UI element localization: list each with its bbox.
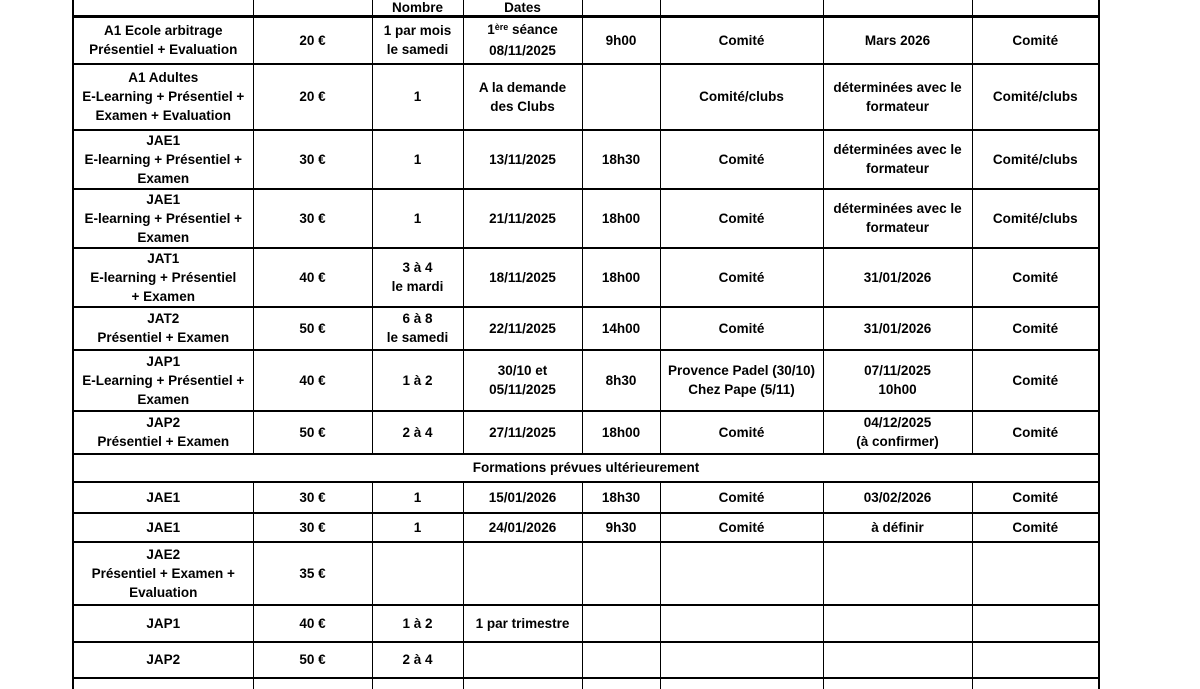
cell-line: à définir bbox=[871, 519, 924, 535]
cell-line: JAP2 bbox=[146, 652, 181, 667]
cell-line: A1 Adultes bbox=[128, 70, 199, 85]
cell-line: 30 € bbox=[299, 151, 326, 167]
cell-col8 bbox=[972, 189, 1099, 248]
cell-col8 bbox=[972, 248, 1099, 307]
partial-row bbox=[73, 678, 1099, 689]
cell-dates bbox=[463, 678, 582, 689]
formations-table bbox=[72, 0, 1100, 689]
cell-line: E-Learning + Présentiel + bbox=[82, 372, 245, 388]
cell-tarif bbox=[253, 482, 372, 513]
cell-nombre bbox=[372, 513, 463, 542]
formation-row bbox=[73, 350, 1099, 411]
cell-formation bbox=[73, 482, 253, 513]
cell-line: Comité bbox=[1012, 519, 1059, 535]
cell-formation bbox=[73, 350, 253, 411]
cell-line: Examen bbox=[137, 170, 190, 186]
cell-col6 bbox=[660, 642, 823, 678]
cell-col6 bbox=[660, 0, 823, 17]
cell-line: 07/11/2025 bbox=[864, 363, 931, 378]
cell-col5 bbox=[582, 678, 660, 689]
cell-col6 bbox=[660, 350, 823, 411]
cell-formation bbox=[73, 189, 253, 248]
cell-line: 18h30 bbox=[601, 489, 641, 505]
cell-col7 bbox=[823, 605, 972, 642]
cell-line: 24/01/2026 bbox=[488, 519, 557, 535]
cell-line: 18h30 bbox=[601, 151, 641, 167]
section-divider-label: Formations prévues ultérieurement bbox=[73, 454, 1099, 482]
formation-row bbox=[73, 64, 1099, 130]
cell-col8 bbox=[972, 642, 1099, 678]
table-header-row bbox=[73, 0, 1099, 17]
cell-line: 1 par trimestre bbox=[475, 615, 570, 631]
cell-line: le samedi bbox=[386, 330, 449, 345]
cell-line: 1 bbox=[413, 519, 422, 535]
cell-col7 bbox=[823, 678, 972, 689]
cell-nombre bbox=[372, 0, 463, 17]
cell-tarif bbox=[253, 248, 372, 307]
cell-dates bbox=[463, 189, 582, 248]
cell-line: 1 bbox=[413, 89, 422, 104]
cell-line: Comité bbox=[1012, 32, 1059, 48]
cell-col5 bbox=[582, 482, 660, 513]
cell-nombre bbox=[372, 678, 463, 689]
cell-col6 bbox=[660, 307, 823, 350]
cell-tarif bbox=[253, 189, 372, 248]
cell-line: 18h00 bbox=[601, 210, 641, 226]
cell-tarif bbox=[253, 350, 372, 411]
cell-dates bbox=[463, 411, 582, 454]
cell-formation bbox=[73, 0, 253, 17]
cell-line: 04/12/2025 bbox=[863, 415, 932, 430]
cell-tarif bbox=[253, 642, 372, 678]
cell-line: 1 bbox=[413, 489, 422, 505]
cell-line: 8h30 bbox=[605, 372, 637, 388]
cell-tarif bbox=[253, 605, 372, 642]
cell-nombre bbox=[372, 307, 463, 350]
cell-line: 18h00 bbox=[601, 424, 641, 440]
cell-col5 bbox=[582, 17, 660, 64]
cell-line: Comité bbox=[1012, 320, 1059, 336]
cell-line: JAE1 bbox=[146, 519, 181, 535]
cell-col8 bbox=[972, 482, 1099, 513]
cell-line: Examen + Evaluation bbox=[95, 108, 231, 123]
cell-line: 40 € bbox=[299, 269, 326, 285]
cell-tarif bbox=[253, 411, 372, 454]
cell-line: Dates bbox=[504, 0, 541, 15]
cell-dates bbox=[463, 0, 582, 17]
cell-formation bbox=[73, 17, 253, 64]
cell-col5 bbox=[582, 130, 660, 189]
cell-line: 08/11/2025 bbox=[489, 43, 556, 59]
cell-line: 20 € bbox=[299, 89, 326, 104]
cell-nombre bbox=[372, 248, 463, 307]
formation-row bbox=[73, 130, 1099, 189]
cell-line: formateur bbox=[865, 220, 929, 235]
cell-line: Comité bbox=[718, 269, 765, 285]
cell-line: 3 à 4 bbox=[402, 260, 433, 275]
cell-line: Comité/clubs bbox=[992, 151, 1078, 167]
cell-line: 20 € bbox=[299, 32, 326, 48]
cell-line: 50 € bbox=[299, 424, 326, 440]
cell-dates bbox=[463, 64, 582, 130]
cell-col8 bbox=[972, 678, 1099, 689]
formation-row bbox=[73, 307, 1099, 350]
cell-line: 22/11/2025 bbox=[489, 320, 556, 336]
cell-line: 9h00 bbox=[605, 32, 637, 48]
cell-line: A1 Ecole arbitrage bbox=[103, 23, 223, 39]
cell-col7 bbox=[823, 189, 972, 248]
cell-line: Comité bbox=[718, 519, 765, 535]
cell-col7 bbox=[823, 64, 972, 130]
cell-col8 bbox=[972, 307, 1099, 350]
cell-line: le samedi bbox=[386, 42, 449, 58]
formation-row bbox=[73, 542, 1099, 605]
cell-line: Comité/clubs bbox=[992, 89, 1078, 104]
cell-nombre bbox=[372, 482, 463, 513]
cell-line: Comité bbox=[718, 489, 765, 505]
cell-formation bbox=[73, 513, 253, 542]
cell-line: JAE1 bbox=[146, 191, 181, 207]
cell-formation bbox=[73, 678, 253, 689]
cell-formation bbox=[73, 411, 253, 454]
cell-tarif bbox=[253, 130, 372, 189]
cell-nombre bbox=[372, 189, 463, 248]
cell-dates bbox=[463, 482, 582, 513]
cell-nombre bbox=[372, 642, 463, 678]
cell-line: Examen bbox=[137, 391, 190, 407]
cell-col6 bbox=[660, 189, 823, 248]
cell-col6 bbox=[660, 678, 823, 689]
cell-col7 bbox=[823, 17, 972, 64]
cell-col5 bbox=[582, 307, 660, 350]
cell-line: formateur bbox=[865, 161, 929, 176]
cell-formation bbox=[73, 542, 253, 605]
cell-line: 9h30 bbox=[605, 519, 637, 535]
cell-col7 bbox=[823, 542, 972, 605]
cell-line: 2 à 4 bbox=[402, 424, 433, 440]
cell-line: Comité bbox=[718, 32, 765, 48]
cell-line: Comité bbox=[718, 210, 765, 226]
cell-line: Mars 2026 bbox=[864, 32, 931, 48]
cell-tarif bbox=[253, 513, 372, 542]
cell-tarif bbox=[253, 678, 372, 689]
cell-line: E-Learning + Présentiel + bbox=[82, 89, 245, 104]
cell-dates bbox=[463, 542, 582, 605]
cell-col6 bbox=[660, 64, 823, 130]
cell-line: E-learning + Présentiel bbox=[90, 269, 237, 285]
cell-col6 bbox=[660, 248, 823, 307]
cell-line: 31/01/2026 bbox=[863, 269, 932, 285]
cell-col5 bbox=[582, 542, 660, 605]
cell-line: 14h00 bbox=[601, 320, 641, 336]
cell-col5 bbox=[582, 248, 660, 307]
cell-line: Présentiel + Examen bbox=[97, 434, 230, 449]
cell-col5 bbox=[582, 605, 660, 642]
cell-line: A la demande bbox=[478, 79, 567, 95]
cell-dates bbox=[463, 307, 582, 350]
cell-formation bbox=[73, 307, 253, 350]
cell-line: Comité bbox=[1012, 269, 1059, 285]
cell-col8 bbox=[972, 0, 1099, 17]
cell-col5 bbox=[582, 642, 660, 678]
cell-dates bbox=[463, 642, 582, 678]
cell-formation bbox=[73, 130, 253, 189]
cell-line: 1 bbox=[413, 210, 422, 226]
formation-row bbox=[73, 513, 1099, 542]
cell-line: 2 à 4 bbox=[402, 652, 433, 667]
cell-line: Evaluation bbox=[129, 584, 198, 600]
cell-col7 bbox=[823, 0, 972, 17]
cell-tarif bbox=[253, 307, 372, 350]
cell-nombre bbox=[372, 605, 463, 642]
cell-tarif bbox=[253, 0, 372, 17]
formation-row bbox=[73, 482, 1099, 513]
cell-line: 18h00 bbox=[601, 269, 641, 285]
cell-line: 15/01/2026 bbox=[488, 489, 557, 505]
cell-col7 bbox=[823, 350, 972, 411]
cell-col5 bbox=[582, 64, 660, 130]
cell-line: JAE1 bbox=[146, 132, 181, 148]
cell-col8 bbox=[972, 130, 1099, 189]
cell-line: 40 € bbox=[299, 615, 326, 631]
cell-line: 10h00 bbox=[878, 382, 917, 397]
cell-dates bbox=[463, 248, 582, 307]
cell-col8 bbox=[972, 542, 1099, 605]
cell-formation bbox=[73, 64, 253, 130]
cell-line: Chez Pape (5/11) bbox=[688, 382, 795, 397]
cell-text-segment: séance bbox=[508, 22, 558, 38]
cell-col6 bbox=[660, 513, 823, 542]
cell-line: 30 € bbox=[299, 489, 326, 505]
cell-line: JAE1 bbox=[146, 489, 181, 505]
cell-line: JAT2 bbox=[147, 311, 180, 326]
cell-line: 30 € bbox=[299, 210, 326, 226]
cell-line: Comité bbox=[718, 320, 765, 336]
cell-line: 6 à 8 bbox=[402, 311, 433, 326]
cell-line: 03/02/2026 bbox=[863, 489, 932, 505]
cell-col8 bbox=[972, 605, 1099, 642]
cell-line: 21/11/2025 bbox=[489, 210, 556, 226]
cell-col6 bbox=[660, 605, 823, 642]
formation-row bbox=[73, 248, 1099, 307]
cell-line: Provence Padel (30/10) bbox=[667, 363, 816, 378]
cell-tarif bbox=[253, 17, 372, 64]
cell-line: 1 bbox=[413, 151, 422, 167]
formation-row bbox=[73, 17, 1099, 64]
cell-line: Comité bbox=[1012, 489, 1059, 505]
cell-line: déterminées avec le bbox=[833, 201, 962, 216]
cell-line: des Clubs bbox=[490, 98, 555, 114]
cell-line: Comité bbox=[1012, 424, 1059, 440]
cell-line: 50 € bbox=[299, 652, 326, 667]
cell-tarif bbox=[253, 64, 372, 130]
section-divider-row bbox=[73, 454, 1099, 482]
cell-tarif bbox=[253, 542, 372, 605]
cell-col7 bbox=[823, 642, 972, 678]
cell-col7 bbox=[823, 482, 972, 513]
cell-dates bbox=[463, 513, 582, 542]
cell-nombre bbox=[372, 130, 463, 189]
cell-col7 bbox=[823, 411, 972, 454]
cell-line: Comité bbox=[718, 151, 765, 167]
cell-line: 13/11/2025 bbox=[489, 151, 556, 167]
cell-line: 40 € bbox=[299, 372, 326, 388]
cell-line: 27/11/2025 bbox=[489, 424, 556, 440]
cell-col8 bbox=[972, 411, 1099, 454]
cell-line: JAP1 bbox=[146, 615, 181, 631]
cell-line: JAP2 bbox=[146, 415, 181, 430]
cell-line: 30/10 et bbox=[497, 363, 548, 378]
cell-line: Présentiel + Examen + bbox=[91, 565, 235, 581]
cell-formation bbox=[73, 605, 253, 642]
cell-text-segment: 1 bbox=[487, 22, 495, 38]
cell-nombre bbox=[372, 17, 463, 64]
cell-col6 bbox=[660, 130, 823, 189]
cell-col6 bbox=[660, 411, 823, 454]
cell-line: 18/11/2025 bbox=[489, 269, 556, 285]
cell-nombre bbox=[372, 542, 463, 605]
cell-line: 50 € bbox=[299, 320, 326, 336]
cell-line: JAE2 bbox=[146, 546, 181, 562]
cell-line: Comité bbox=[718, 424, 765, 440]
cell-col6 bbox=[660, 542, 823, 605]
cell-dates bbox=[463, 130, 582, 189]
cell-col8 bbox=[972, 350, 1099, 411]
cell-col6 bbox=[660, 17, 823, 64]
cell-col7 bbox=[823, 248, 972, 307]
cell-col8 bbox=[972, 17, 1099, 64]
cell-line: 30 € bbox=[299, 519, 326, 535]
cell-col7 bbox=[823, 307, 972, 350]
cell-line: 1 par mois bbox=[383, 23, 452, 39]
cell-line: 35 € bbox=[299, 565, 326, 581]
cell-line: 31/01/2026 bbox=[863, 320, 932, 336]
cell-nombre bbox=[372, 350, 463, 411]
cell-line: E-learning + Présentiel + bbox=[84, 151, 243, 167]
formation-row bbox=[73, 605, 1099, 642]
cell-line: 05/11/2025 bbox=[489, 382, 556, 397]
cell-col5 bbox=[582, 189, 660, 248]
cell-line: Présentiel + Evaluation bbox=[89, 42, 238, 58]
superscript-text: ère bbox=[494, 22, 509, 33]
cell-formation bbox=[73, 248, 253, 307]
cell-line: JAT1 bbox=[147, 250, 180, 266]
formation-row bbox=[73, 411, 1099, 454]
cell-line: 1 à 2 bbox=[402, 372, 433, 388]
formation-row bbox=[73, 642, 1099, 678]
cell-line: E-learning + Présentiel + bbox=[84, 210, 243, 226]
cell-line: Comité/clubs bbox=[992, 210, 1078, 226]
cell-line: Comité/clubs bbox=[699, 89, 784, 104]
cell-line: Nombre bbox=[391, 0, 443, 15]
cell-nombre bbox=[372, 64, 463, 130]
cell-col7 bbox=[823, 513, 972, 542]
cell-line: le mardi bbox=[391, 279, 444, 294]
cell-line: 1 à 2 bbox=[402, 615, 433, 631]
cell-dates bbox=[463, 605, 582, 642]
cell-line: (à confirmer) bbox=[856, 434, 939, 449]
cell-col8 bbox=[972, 64, 1099, 130]
cell-col5 bbox=[582, 0, 660, 17]
cell-col7 bbox=[823, 130, 972, 189]
formation-row bbox=[73, 189, 1099, 248]
cell-col6 bbox=[660, 482, 823, 513]
cell-line: JAP1 bbox=[146, 353, 181, 369]
cell-col5 bbox=[582, 513, 660, 542]
cell-line bbox=[466, 20, 580, 41]
cell-line: Examen bbox=[137, 229, 190, 245]
cell-dates bbox=[463, 350, 582, 411]
cell-dates bbox=[463, 17, 582, 64]
cell-line: Présentiel + Examen bbox=[97, 330, 230, 345]
cell-formation bbox=[73, 642, 253, 678]
cell-line: déterminées avec le bbox=[833, 79, 962, 95]
cell-line: Comité bbox=[1012, 372, 1059, 388]
cell-nombre bbox=[372, 411, 463, 454]
cell-line: déterminées avec le bbox=[833, 142, 962, 157]
cell-line: + Examen bbox=[131, 288, 195, 304]
cell-col5 bbox=[582, 350, 660, 411]
cell-col8 bbox=[972, 513, 1099, 542]
cell-line: formateur bbox=[865, 98, 929, 114]
cell-col5 bbox=[582, 411, 660, 454]
